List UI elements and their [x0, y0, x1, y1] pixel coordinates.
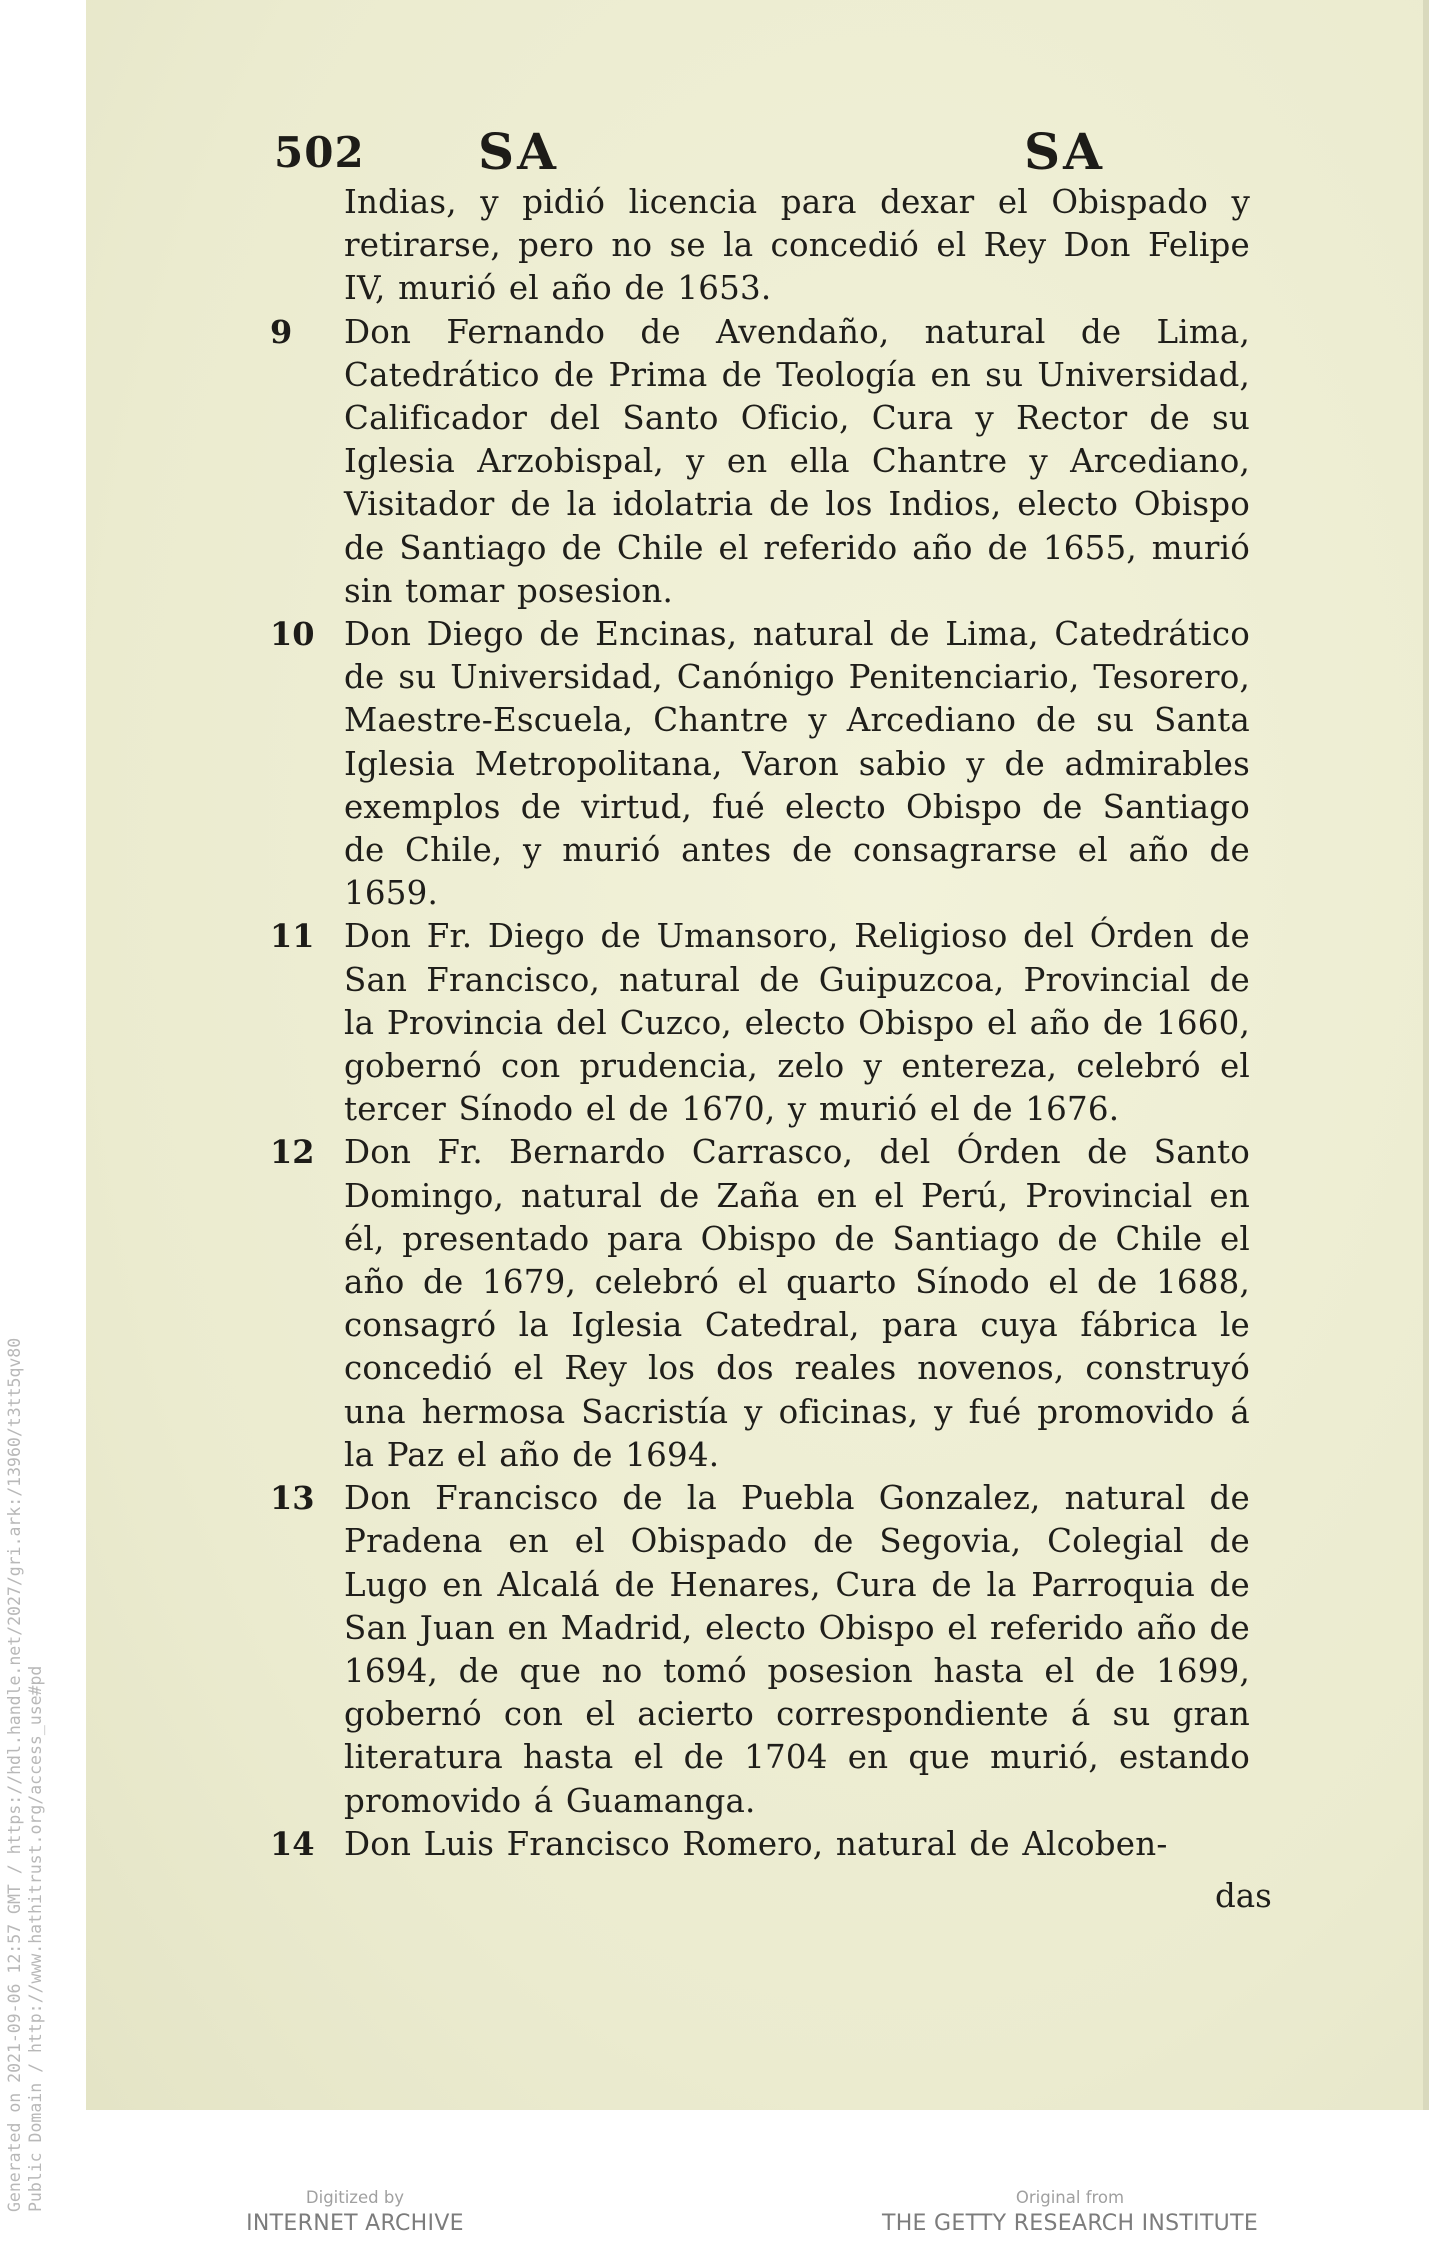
digitized-by-label: Digitized by — [305, 2188, 405, 2207]
running-head-right: SA — [1024, 122, 1105, 181]
entry-number: 13 — [270, 1479, 315, 1518]
entry-text: Don Fernando de Avendaño, natural de Lima, Catedrático de Prima de Teología en su Universidad, Calificador del Santo Oficio, Cura y Rector de su Iglesia Arzobispal, y en ella Chantre y Arcediano, Visitador de la idolatria de los Indios, electo Obispo de Santiago de Chile el referido año de 1655, murió sin tomar posesion. — [344, 312, 1250, 610]
entry-text: Indias, y pidió licencia para dexar el Obispado y retirarse, pero no se la concedió el Rey Don Felipe IV, murió el año de 1653. — [344, 183, 1250, 308]
page-number: 502 — [274, 128, 365, 177]
list-item — [270, 915, 1310, 1131]
page-edge — [1423, 0, 1429, 2110]
access-stamp-line: Public Domain / http://www.hathitrust.org/access_use#pd — [26, 1665, 45, 2212]
entry-text: Don Fr. Bernardo Carrasco, del Órden de Santo Domingo, natural de Zaña en el Perú, Provincial en él, presentado para Obispo de Santiago de Chile el año de 1679, celebró el quarto Sínodo el de 1688, consagró la Iglesia Catedral, para cuya fábrica le concedió el Rey los dos reales novenos, construyó una hermosa Sacristía y oficinas, y fué promovido á la Paz el año de 1694. — [344, 1133, 1250, 1474]
list-item — [270, 613, 1310, 915]
entry-number: 11 — [270, 917, 315, 956]
list-item — [270, 1823, 1310, 1866]
digitizer-name: INTERNET ARCHIVE — [246, 2211, 464, 2236]
digitized-by-credit — [200, 2186, 510, 2238]
access-stamp — [4, 1338, 46, 2212]
access-stamp-line: Generated on 2021-09-06 12:57 GMT / https://hdl.handle.net/2027/gri.ark:/13960/t3tt5qv80 — [5, 1337, 24, 2212]
holding-institution: THE GETTY RESEARCH INSTITUTE — [881, 2211, 1259, 2236]
running-head-left: SA — [478, 122, 559, 181]
entry-number: 12 — [270, 1133, 315, 1172]
entry-text: Don Fr. Diego de Umansoro, Religioso del Órden de San Francisco, natural de Guipuzcoa, Provincial de la Provincia del Cuzco, electo Obispo el año de 1660, gobernó con prudencia, zelo y entereza, celebró el tercer Sínodo el de 1670, y murió el de 1676. — [344, 917, 1250, 1129]
original-from-label: Original from — [1015, 2188, 1125, 2207]
entry-text: Don Luis Francisco Romero, natural de Alcoben- — [344, 1824, 1168, 1863]
entry-text: Don Francisco de la Puebla Gonzalez, natural de Pradena en el Obispado de Segovia, Colegial de Lugo en Alcalá de Henares, Cura de la Parroquia de San Juan en Madrid, electo Obispo el referido año de 1694, de que no tomó posesion hasta el de 1699, gobernó con el acierto correspondiente á su gran literatura hasta el de 1704 en que murió, estando promovido á Guamanga. — [344, 1479, 1250, 1820]
entry-number: 9 — [270, 312, 293, 351]
list-item — [270, 1131, 1310, 1477]
list-item — [270, 1477, 1310, 1823]
entry-text: Don Diego de Encinas, natural de Lima, Catedrático de su Universidad, Canónigo Penitenciario, Tesorero, Maestre-Escuela, Chantre y Arcediano de su Santa Iglesia Metropolitana, Varon sabio y de admirables exemplos de virtud, fué electo Obispo de Santiago de Chile, y murió antes de consagrarse el año de 1659. — [344, 615, 1250, 913]
list-item — [270, 181, 1310, 311]
list-item — [270, 311, 1310, 613]
running-head — [274, 122, 1114, 182]
catchword: das — [1215, 1877, 1272, 1915]
entry-number: 14 — [270, 1824, 315, 1863]
bishop-list — [270, 181, 1310, 1866]
original-from-credit — [840, 2186, 1300, 2238]
entry-number: 10 — [270, 615, 315, 654]
